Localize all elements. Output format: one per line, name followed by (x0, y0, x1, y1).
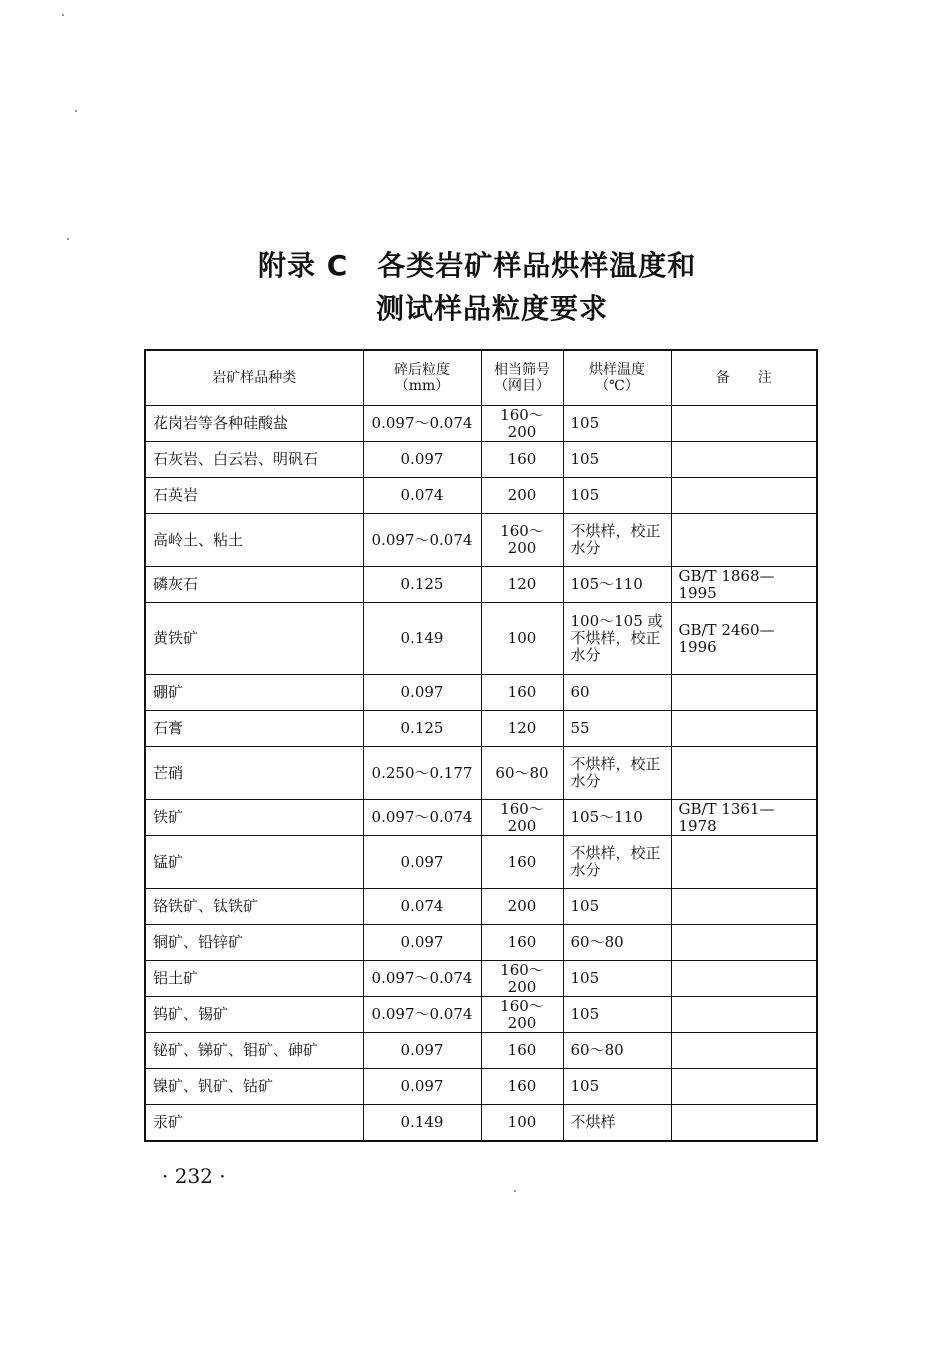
cell-drying-temp: 不烘样 (563, 1105, 671, 1141)
cell-note (671, 442, 817, 478)
table-row (145, 567, 817, 603)
cell-sample-type: 花岗岩等各种硅酸盐 (145, 406, 363, 442)
cell-sample-type: 铝土矿 (145, 961, 363, 997)
cell-drying-temp: 60～80 (563, 1033, 671, 1069)
cell-particle-size: 0.074 (363, 889, 481, 925)
cell-note (671, 1069, 817, 1105)
cell-drying-temp: 105～110 (563, 800, 671, 836)
cell-sample-type: 镍矿、钒矿、钴矿 (145, 1069, 363, 1105)
cell-sample-type: 高岭土、粘土 (145, 514, 363, 567)
cell-mesh: 100 (481, 1105, 563, 1141)
cell-sample-type: 石膏 (145, 711, 363, 747)
cell-drying-temp: 不烘样，校正水分 (563, 836, 671, 889)
table-row (145, 442, 817, 478)
cell-drying-temp: 105 (563, 1069, 671, 1105)
header-particle-size: 碎后粒度 （mm） (363, 350, 481, 406)
cell-note: GB/T 1868—1995 (671, 567, 817, 603)
scan-speck (75, 110, 77, 112)
cell-note (671, 406, 817, 442)
scan-speck (62, 14, 64, 16)
table-row (145, 800, 817, 836)
cell-mesh: 160 (481, 836, 563, 889)
cell-particle-size: 0.097～0.074 (363, 406, 481, 442)
table-row (145, 406, 817, 442)
cell-particle-size: 0.097～0.074 (363, 961, 481, 997)
cell-particle-size: 0.097 (363, 925, 481, 961)
scan-speck (67, 238, 69, 240)
cell-particle-size: 0.097 (363, 836, 481, 889)
cell-mesh: 200 (481, 889, 563, 925)
cell-drying-temp: 105 (563, 478, 671, 514)
cell-particle-size: 0.097 (363, 442, 481, 478)
cell-mesh: 100 (481, 603, 563, 675)
table-row (145, 1105, 817, 1141)
cell-sample-type: 芒硝 (145, 747, 363, 800)
cell-drying-temp: 60 (563, 675, 671, 711)
table-row (145, 675, 817, 711)
cell-drying-temp: 105 (563, 442, 671, 478)
cell-particle-size: 0.097 (363, 1033, 481, 1069)
cell-mesh: 160～200 (481, 406, 563, 442)
table-row (145, 997, 817, 1033)
cell-mesh: 60～80 (481, 747, 563, 800)
cell-sample-type: 石灰岩、白云岩、明矾石 (145, 442, 363, 478)
cell-mesh: 160 (481, 1033, 563, 1069)
cell-particle-size: 0.097 (363, 675, 481, 711)
cell-particle-size: 0.074 (363, 478, 481, 514)
table-row (145, 1033, 817, 1069)
cell-note (671, 711, 817, 747)
table-row (145, 603, 817, 675)
cell-drying-temp: 100～105 或不烘样，校正水分 (563, 603, 671, 675)
cell-sample-type: 锰矿 (145, 836, 363, 889)
table-row (145, 1069, 817, 1105)
table-row (145, 836, 817, 889)
cell-particle-size: 0.149 (363, 603, 481, 675)
cell-note (671, 836, 817, 889)
sample-requirements-table (144, 349, 818, 1142)
appendix-title-line1: 附录 C 各类岩矿样品烘样温度和 (258, 249, 697, 282)
table-row (145, 925, 817, 961)
cell-drying-temp: 不烘样，校正水分 (563, 747, 671, 800)
header-mesh: 相当筛号 （网目） (481, 350, 563, 406)
cell-mesh: 160 (481, 675, 563, 711)
cell-note (671, 675, 817, 711)
cell-sample-type: 黄铁矿 (145, 603, 363, 675)
page-number: · 232 · (162, 1164, 226, 1188)
cell-drying-temp: 不烘样，校正水分 (563, 514, 671, 567)
cell-mesh: 160～200 (481, 514, 563, 567)
table-row (145, 747, 817, 800)
header-drying-temp: 烘样温度 （℃） (563, 350, 671, 406)
cell-note (671, 961, 817, 997)
cell-sample-type: 硼矿 (145, 675, 363, 711)
cell-note (671, 1033, 817, 1069)
header-note: 备 注 (671, 350, 817, 406)
cell-mesh: 160～200 (481, 997, 563, 1033)
table-header-row (145, 350, 817, 406)
cell-sample-type: 铋矿、锑矿、钼矿、砷矿 (145, 1033, 363, 1069)
cell-mesh: 120 (481, 711, 563, 747)
cell-sample-type: 铁矿 (145, 800, 363, 836)
cell-note (671, 747, 817, 800)
cell-sample-type: 铜矿、铅锌矿 (145, 925, 363, 961)
cell-drying-temp: 105 (563, 406, 671, 442)
cell-note (671, 889, 817, 925)
cell-note: GB/T 1361—1978 (671, 800, 817, 836)
cell-sample-type: 汞矿 (145, 1105, 363, 1141)
cell-drying-temp: 55 (563, 711, 671, 747)
cell-mesh: 160 (481, 1069, 563, 1105)
cell-drying-temp: 60～80 (563, 925, 671, 961)
cell-drying-temp: 105～110 (563, 567, 671, 603)
cell-mesh: 160 (481, 442, 563, 478)
table-row (145, 478, 817, 514)
cell-mesh: 160～200 (481, 961, 563, 997)
cell-note: GB/T 2460—1996 (671, 603, 817, 675)
cell-particle-size: 0.125 (363, 711, 481, 747)
cell-mesh: 200 (481, 478, 563, 514)
table-row (145, 961, 817, 997)
cell-drying-temp: 105 (563, 961, 671, 997)
cell-particle-size: 0.097 (363, 1069, 481, 1105)
cell-note (671, 478, 817, 514)
cell-mesh: 160～200 (481, 800, 563, 836)
cell-particle-size: 0.097～0.074 (363, 800, 481, 836)
cell-particle-size: 0.097～0.074 (363, 514, 481, 567)
cell-drying-temp: 105 (563, 997, 671, 1033)
cell-note (671, 1105, 817, 1141)
cell-note (671, 925, 817, 961)
cell-particle-size: 0.097～0.074 (363, 997, 481, 1033)
cell-note (671, 514, 817, 567)
cell-mesh: 160 (481, 925, 563, 961)
table-row (145, 711, 817, 747)
cell-drying-temp: 105 (563, 889, 671, 925)
appendix-title-line2: 测试样品粒度要求 (376, 292, 609, 325)
cell-note (671, 997, 817, 1033)
cell-sample-type: 钨矿、锡矿 (145, 997, 363, 1033)
cell-particle-size: 0.149 (363, 1105, 481, 1141)
cell-particle-size: 0.250～0.177 (363, 747, 481, 800)
cell-mesh: 120 (481, 567, 563, 603)
table-row (145, 514, 817, 567)
cell-sample-type: 铬铁矿、钛铁矿 (145, 889, 363, 925)
header-sample-type: 岩矿样品种类 (145, 350, 363, 406)
cell-particle-size: 0.125 (363, 567, 481, 603)
scan-speck (514, 1190, 516, 1192)
cell-sample-type: 石英岩 (145, 478, 363, 514)
table-row (145, 889, 817, 925)
cell-sample-type: 磷灰石 (145, 567, 363, 603)
